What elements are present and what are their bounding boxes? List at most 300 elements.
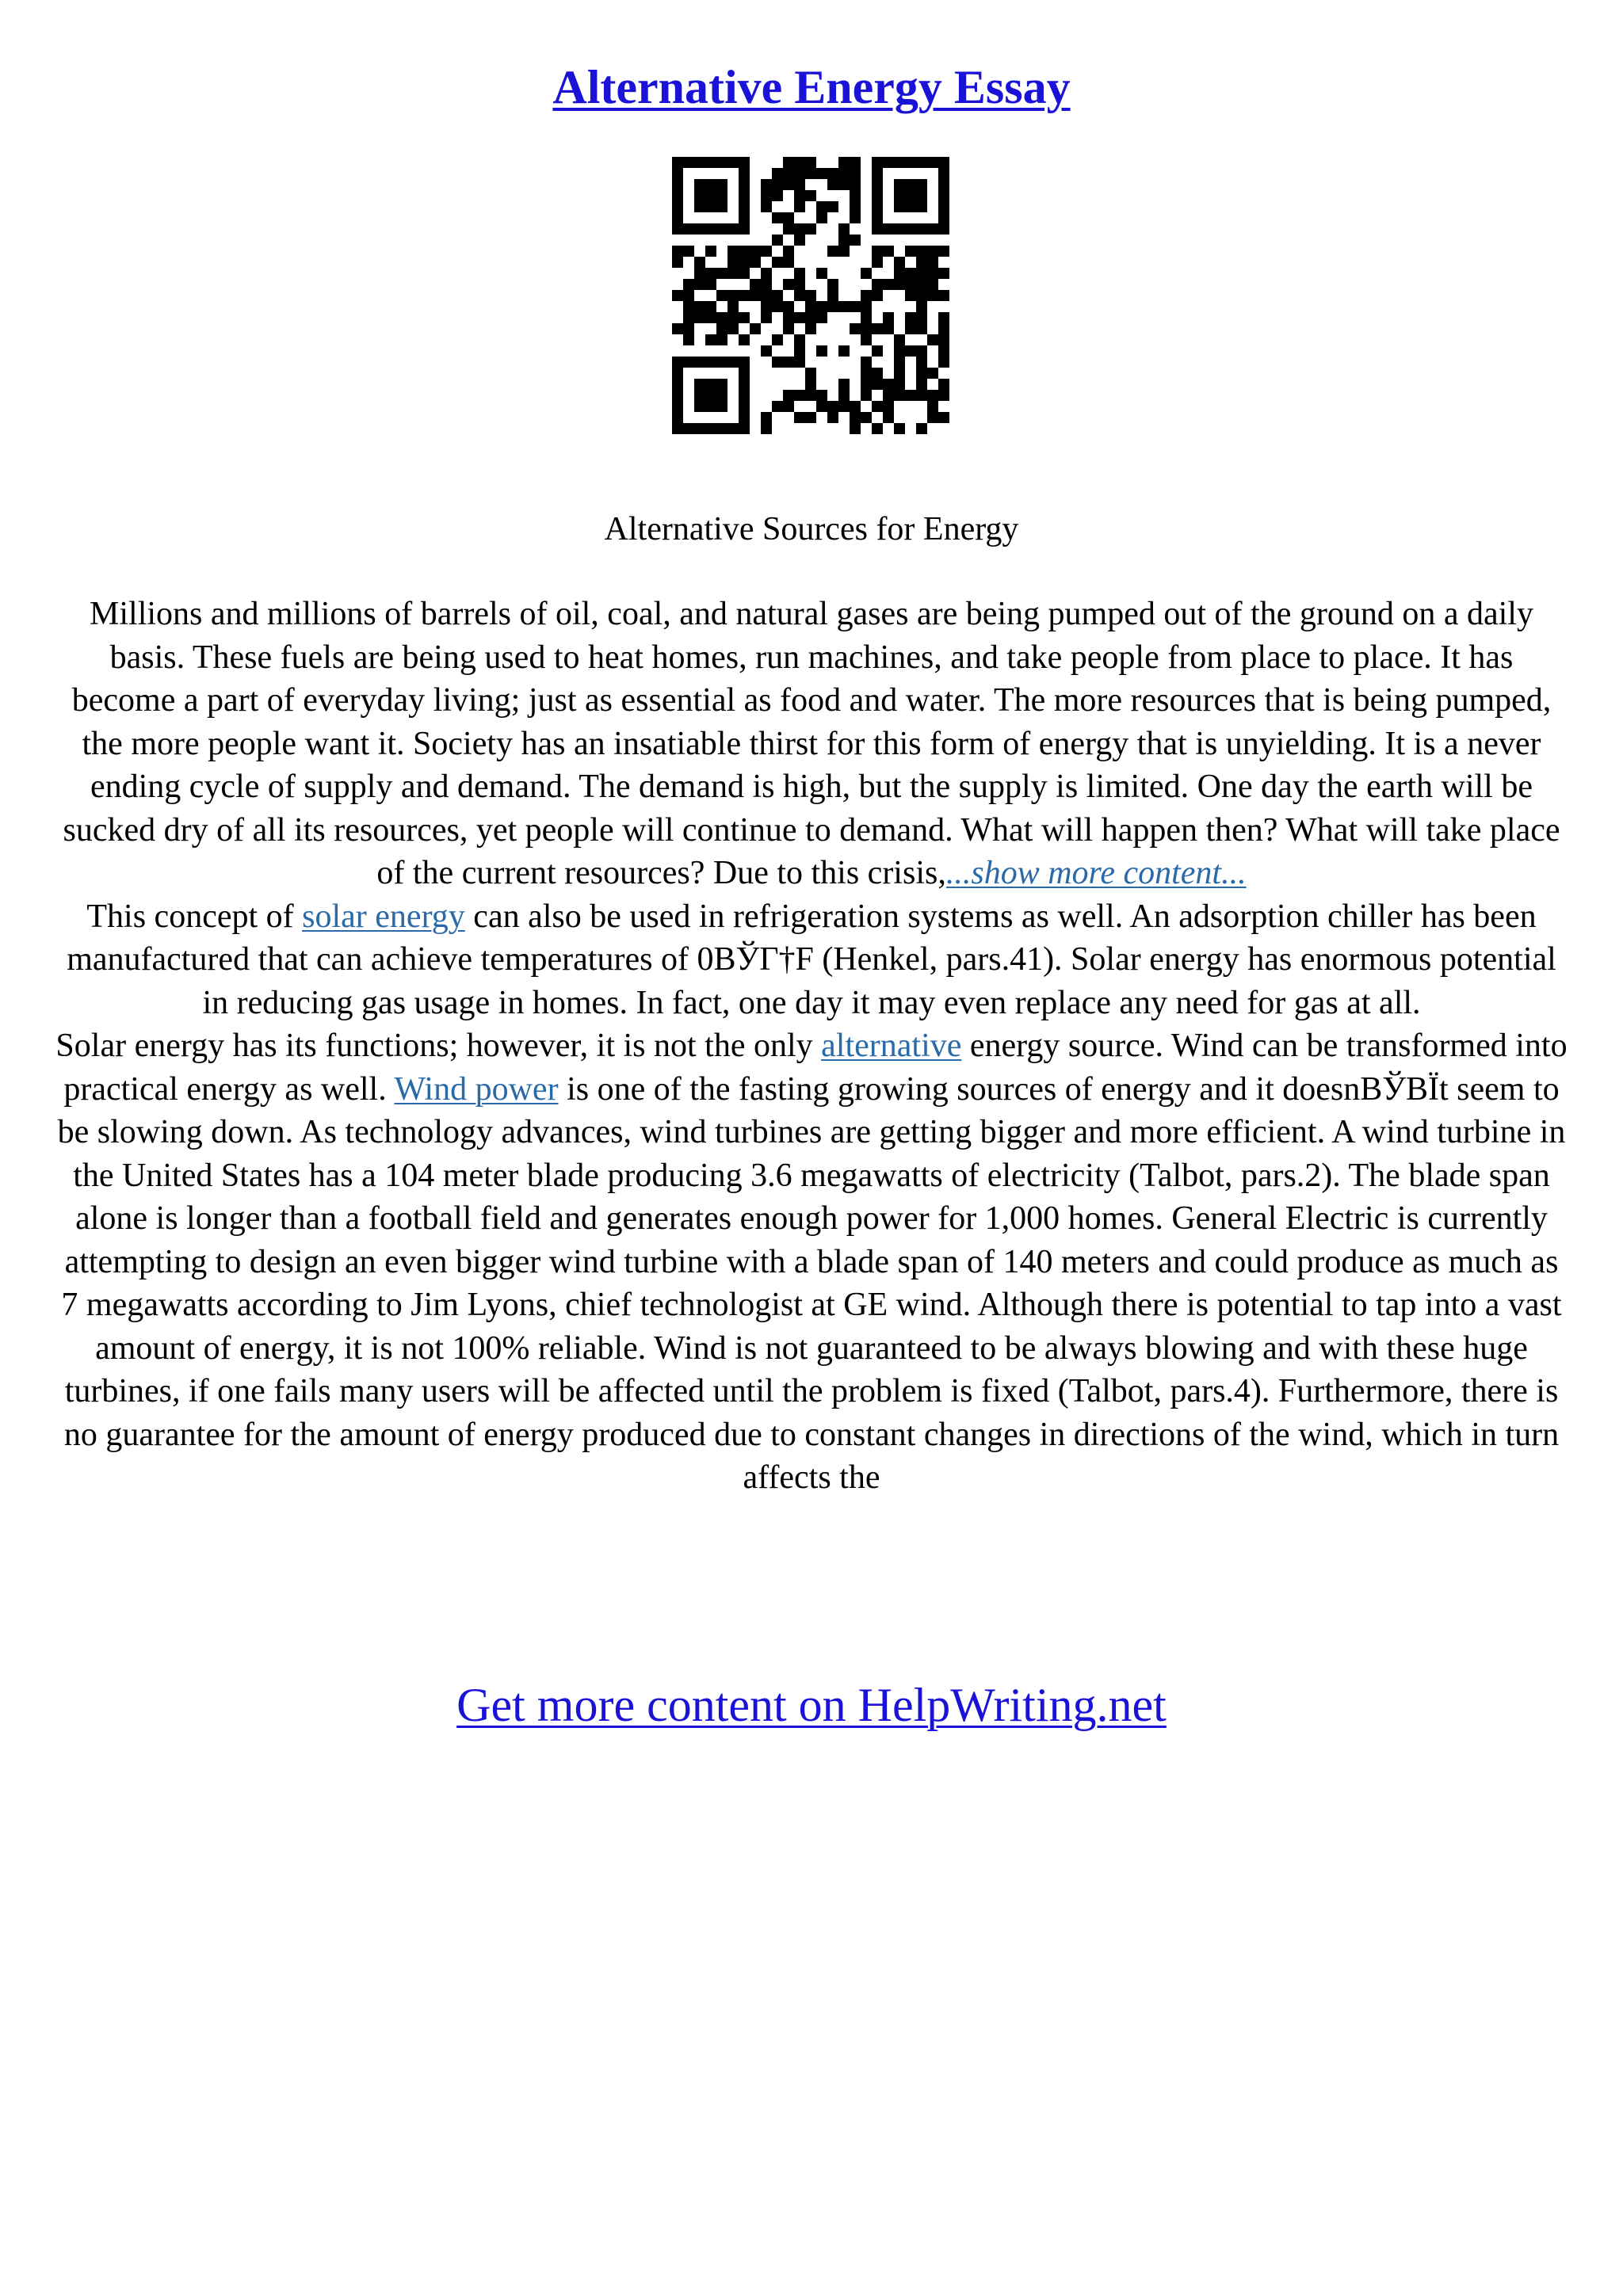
qr-module (672, 390, 683, 401)
qr-module (783, 357, 794, 368)
qr-module (783, 223, 794, 235)
qr-module (894, 157, 905, 168)
qr-module (838, 401, 850, 412)
qr-module (938, 212, 949, 223)
qr-module (872, 190, 883, 201)
qr-module (783, 323, 794, 334)
qr-module (694, 401, 705, 412)
qr-module (850, 401, 861, 412)
qr-module (794, 179, 805, 190)
qr-module (861, 312, 872, 323)
qr-module (739, 290, 750, 301)
qr-module (772, 235, 783, 246)
qr-module (672, 157, 683, 168)
qr-module (905, 390, 916, 401)
qr-module (916, 345, 927, 357)
qr-module (894, 201, 905, 212)
qr-module (805, 379, 816, 390)
qr-module (927, 257, 938, 268)
qr-module (861, 290, 872, 301)
qr-module (850, 301, 861, 312)
qr-module (783, 212, 794, 223)
qr-module (761, 279, 772, 290)
qr-module (816, 312, 827, 323)
qr-module (716, 312, 727, 323)
qr-module (672, 246, 683, 257)
qr-module (883, 390, 894, 401)
qr-module (883, 412, 894, 423)
qr-module (727, 423, 739, 434)
qr-module (872, 323, 883, 334)
qr-code-icon (672, 157, 949, 434)
qr-module (916, 323, 927, 334)
qr-module (739, 157, 750, 168)
qr-module (872, 212, 883, 223)
qr-module (805, 301, 816, 312)
qr-module (938, 379, 949, 390)
qr-module (872, 379, 883, 390)
qr-module (827, 246, 838, 257)
qr-module (861, 323, 872, 334)
qr-module (694, 179, 705, 190)
qr-module (794, 268, 805, 279)
qr-module (750, 257, 761, 268)
qr-module (938, 390, 949, 401)
qr-module (739, 368, 750, 379)
qr-module (739, 312, 750, 323)
qr-module (838, 345, 850, 357)
qr-module (739, 212, 750, 223)
qr-module (683, 312, 694, 323)
qr-module (683, 301, 694, 312)
qr-module (672, 412, 683, 423)
qr-module (739, 246, 750, 257)
qr-module (716, 323, 727, 334)
qr-module (772, 334, 783, 345)
qr-module (872, 290, 883, 301)
qr-module (905, 190, 916, 201)
qr-module (938, 157, 949, 168)
qr-module (894, 190, 905, 201)
qr-module (683, 246, 694, 257)
qr-module (905, 268, 916, 279)
qr-module (805, 312, 816, 323)
qr-module (672, 179, 683, 190)
qr-module (772, 301, 783, 312)
qr-module (772, 212, 783, 223)
qr-module (883, 312, 894, 323)
qr-module (761, 246, 772, 257)
qr-module (772, 179, 783, 190)
qr-module (672, 168, 683, 179)
qr-module (905, 246, 916, 257)
qr-module (739, 357, 750, 368)
qr-module (938, 312, 949, 323)
qr-module (761, 412, 772, 423)
qr-module (705, 279, 716, 290)
qr-module (761, 179, 772, 190)
qr-module (727, 290, 739, 301)
qr-module (783, 401, 794, 412)
qr-module (694, 312, 705, 323)
qr-module (716, 357, 727, 368)
qr-module (838, 168, 850, 179)
qr-module (916, 257, 927, 268)
qr-module (883, 379, 894, 390)
paragraph-3 (55, 1024, 1568, 1500)
qr-module (739, 401, 750, 412)
qr-module (739, 168, 750, 179)
qr-module (883, 246, 894, 257)
qr-module (716, 179, 727, 190)
qr-module (850, 323, 861, 334)
qr-module (750, 323, 761, 334)
qr-module (838, 235, 850, 246)
qr-module (894, 379, 905, 390)
qr-module (772, 190, 783, 201)
paragraph-2-intro: This concept of (86, 898, 303, 935)
qr-module (783, 257, 794, 268)
qr-module (694, 390, 705, 401)
qr-module (805, 290, 816, 301)
qr-module (883, 223, 894, 235)
qr-module (927, 390, 938, 401)
qr-module (727, 157, 739, 168)
qr-module (672, 190, 683, 201)
qr-module (883, 401, 894, 412)
qr-module (672, 290, 683, 301)
qr-module (794, 345, 805, 357)
qr-module (916, 290, 927, 301)
qr-module (694, 357, 705, 368)
qr-module (916, 179, 927, 190)
helpwriting-link[interactable]: Get more content on HelpWriting.net (456, 1679, 1167, 1731)
qr-module (938, 168, 949, 179)
qr-module (927, 223, 938, 235)
qr-module (905, 279, 916, 290)
qr-module (927, 290, 938, 301)
qr-module (872, 246, 883, 257)
alternative-link[interactable]: alternative (821, 1028, 962, 1064)
qr-module (705, 401, 716, 412)
wind-power-link[interactable]: Wind power (394, 1070, 559, 1108)
qr-module (927, 279, 938, 290)
qr-module (794, 357, 805, 368)
qr-module (716, 190, 727, 201)
paragraph-3-part-1: Solar energy has its functions; however, it is not the only (55, 1028, 822, 1064)
qr-module (761, 201, 772, 212)
qr-module (727, 323, 739, 334)
qr-module (916, 357, 927, 368)
qr-module (727, 223, 739, 235)
qr-module (683, 323, 694, 334)
qr-module (850, 412, 861, 423)
qr-module (850, 190, 861, 201)
qr-module (672, 201, 683, 212)
qr-module (727, 257, 739, 268)
qr-module (805, 368, 816, 379)
qr-module (761, 301, 772, 312)
paragraph-2 (55, 895, 1568, 1025)
qr-module (916, 301, 927, 312)
qr-module (894, 368, 905, 379)
qr-module (872, 257, 883, 268)
qr-module (705, 312, 716, 323)
paragraph-1 (55, 593, 1568, 895)
qr-module (694, 190, 705, 201)
qr-module (739, 268, 750, 279)
qr-module (772, 257, 783, 268)
qr-module (827, 168, 838, 179)
qr-module (905, 290, 916, 301)
qr-module (694, 157, 705, 168)
qr-module (894, 357, 905, 368)
qr-module (739, 423, 750, 434)
qr-module (705, 201, 716, 212)
qr-module (905, 323, 916, 334)
qr-module (783, 279, 794, 290)
qr-module (816, 201, 827, 212)
qr-module (727, 268, 739, 279)
qr-module (794, 390, 805, 401)
qr-module (838, 179, 850, 190)
title-link[interactable]: Alternative Energy Essay (552, 61, 1071, 113)
qr-module (794, 334, 805, 345)
qr-module (905, 201, 916, 212)
qr-module (816, 168, 827, 179)
qr-module (739, 223, 750, 235)
qr-module (916, 368, 927, 379)
qr-module (739, 190, 750, 201)
qr-module (705, 390, 716, 401)
qr-module (739, 179, 750, 190)
qr-module (672, 357, 683, 368)
qr-module (739, 334, 750, 345)
qr-module (750, 246, 761, 257)
qr-module (861, 379, 872, 390)
qr-module (916, 268, 927, 279)
qr-module (705, 357, 716, 368)
qr-module (694, 268, 705, 279)
qr-module (938, 201, 949, 212)
solar-energy-link[interactable]: solar energy (302, 898, 465, 935)
qr-module (927, 412, 938, 423)
qr-module (761, 190, 772, 201)
qr-module (805, 323, 816, 334)
page-title (0, 55, 1623, 119)
qr-module (794, 312, 805, 323)
qr-module (761, 268, 772, 279)
qr-module (794, 235, 805, 246)
qr-module (838, 223, 850, 235)
qr-module (905, 179, 916, 190)
qr-module (861, 268, 872, 279)
qr-module (772, 168, 783, 179)
qr-module (816, 345, 827, 357)
qr-module (816, 390, 827, 401)
qr-module (672, 423, 683, 434)
qr-module (827, 301, 838, 312)
qr-module (761, 312, 772, 323)
qr-module (694, 257, 705, 268)
qr-module (861, 301, 872, 312)
qr-module (794, 412, 805, 423)
essay-subtitle: Alternative Sources for Energy (604, 511, 1019, 547)
qr-module (794, 279, 805, 290)
qr-module (705, 179, 716, 190)
qr-module (716, 290, 727, 301)
qr-module (938, 246, 949, 257)
qr-module (716, 334, 727, 345)
qr-module (783, 390, 794, 401)
qr-module (805, 390, 816, 401)
qr-module (827, 401, 838, 412)
qr-module (683, 157, 694, 168)
qr-module (739, 201, 750, 212)
qr-module (739, 412, 750, 423)
qr-module (705, 246, 716, 257)
qr-module (850, 157, 861, 168)
qr-module (794, 223, 805, 235)
qr-module (716, 223, 727, 235)
qr-module (705, 190, 716, 201)
qr-module (861, 368, 872, 379)
qr-module (894, 279, 905, 290)
qr-module (905, 312, 916, 323)
qr-module (861, 357, 872, 368)
essay-body (55, 593, 1568, 1500)
qr-module (816, 401, 827, 412)
qr-module (772, 290, 783, 301)
qr-module (727, 301, 739, 312)
footer (0, 1673, 1623, 1737)
qr-module (805, 190, 816, 201)
qr-module (861, 334, 872, 345)
qr-module (805, 168, 816, 179)
qr-module (727, 312, 739, 323)
qr-module (883, 157, 894, 168)
qr-module (838, 390, 850, 401)
qr-module (716, 401, 727, 412)
qr-module (683, 423, 694, 434)
qr-module (938, 357, 949, 368)
qr-module (938, 412, 949, 423)
paragraph-3-part-2: energy source. Wind can be transformed into practical energy as well. (63, 1028, 1568, 1108)
qr-module (850, 168, 861, 179)
qr-module (672, 223, 683, 235)
qr-module (894, 423, 905, 434)
qr-module (739, 390, 750, 401)
qr-module (838, 246, 850, 257)
show-more-link[interactable]: ...show more content... (945, 855, 1247, 891)
qr-module (739, 379, 750, 390)
qr-module (694, 279, 705, 290)
qr-module (938, 290, 949, 301)
qr-module (872, 368, 883, 379)
qr-module (727, 357, 739, 368)
qr-module (672, 368, 683, 379)
qr-module (927, 334, 938, 345)
qr-module (672, 323, 683, 334)
qr-module (783, 179, 794, 190)
qr-module (916, 312, 927, 323)
qr-module (716, 201, 727, 212)
qr-module (916, 279, 927, 290)
qr-module (716, 157, 727, 168)
qr-module (716, 390, 727, 401)
paragraph-2-text: can also be used in refrigeration systems as well. An adsorption chiller has been manufactured that can achieve temperatures of 0ВЎГ†F (Henkel, pars.41). Solar energy has enormous potential in reducing gas usage in homes. In fact, one day it may even replace any need for gas at all. (67, 898, 1556, 1021)
qr-module (850, 423, 861, 434)
qr-module (872, 223, 883, 235)
qr-module (772, 357, 783, 368)
qr-module (905, 223, 916, 235)
qr-module (705, 268, 716, 279)
qr-module (716, 268, 727, 279)
qr-module (850, 201, 861, 212)
qr-module (927, 368, 938, 379)
qr-module (694, 223, 705, 235)
qr-module (705, 423, 716, 434)
qr-module (672, 212, 683, 223)
qr-module (783, 312, 794, 323)
qr-module (783, 157, 794, 168)
qr-module (683, 357, 694, 368)
qr-module (894, 257, 905, 268)
qr-module (705, 334, 716, 345)
qr-module (816, 268, 827, 279)
qr-module (827, 201, 838, 212)
qr-module (705, 379, 716, 390)
qr-module (672, 257, 683, 268)
qr-module (694, 423, 705, 434)
paragraph-3-part-3: is one of the fasting growing sources of energy and it doesnВЎВЇt seem to be slowing down. As technology advances, wind turbines are getting bigger and more efficient. A wind turbine in the United States has a 104 meter blade producing 3.6 megawatts of electricity (Talbot, pars.2). The blade span alone is longer than a football field and generates enough power for 1,000 homes. General Electric is currently attempting to design an even bigger wind turbine with a blade span of 140 meters and could produce as much as 7 megawatts according to Jim Lyons, chief technologist at GE wind. Although there is potential to tap into a vast amount of energy, it is not 100% reliable. Wind is not guaranteed to be always blowing and with these huge turbines, if one fails many users will be affected until the problem is fixed (Talbot, pars.4). Furthermore, there is no guarantee for the amount of energy produced due to constant changes in directions of the wind, which in turn affects the (57, 1070, 1566, 1496)
qr-module (827, 179, 838, 190)
qr-module (672, 401, 683, 412)
qr-module (938, 334, 949, 345)
qr-module (805, 157, 816, 168)
qr-module (716, 423, 727, 434)
qr-module (838, 379, 850, 390)
qr-module (794, 201, 805, 212)
qr-module (705, 223, 716, 235)
qr-module (827, 412, 838, 423)
qr-module (783, 301, 794, 312)
qr-module (894, 345, 905, 357)
qr-module (861, 412, 872, 423)
qr-module (916, 223, 927, 235)
qr-module (938, 323, 949, 334)
qr-module (883, 279, 894, 290)
qr-module (894, 334, 905, 345)
qr-module (905, 345, 916, 357)
qr-module (838, 301, 850, 312)
qr-module (805, 412, 816, 423)
qr-module (694, 379, 705, 390)
qr-module (716, 379, 727, 390)
qr-module (938, 268, 949, 279)
qr-module (683, 290, 694, 301)
qr-module (761, 290, 772, 301)
qr-module (783, 246, 794, 257)
qr-module (916, 423, 927, 434)
qr-module (938, 179, 949, 190)
qr-module (927, 268, 938, 279)
qr-module (872, 401, 883, 412)
qr-module (683, 223, 694, 235)
qr-module (938, 190, 949, 201)
qr-module (894, 390, 905, 401)
qr-module (816, 212, 827, 223)
